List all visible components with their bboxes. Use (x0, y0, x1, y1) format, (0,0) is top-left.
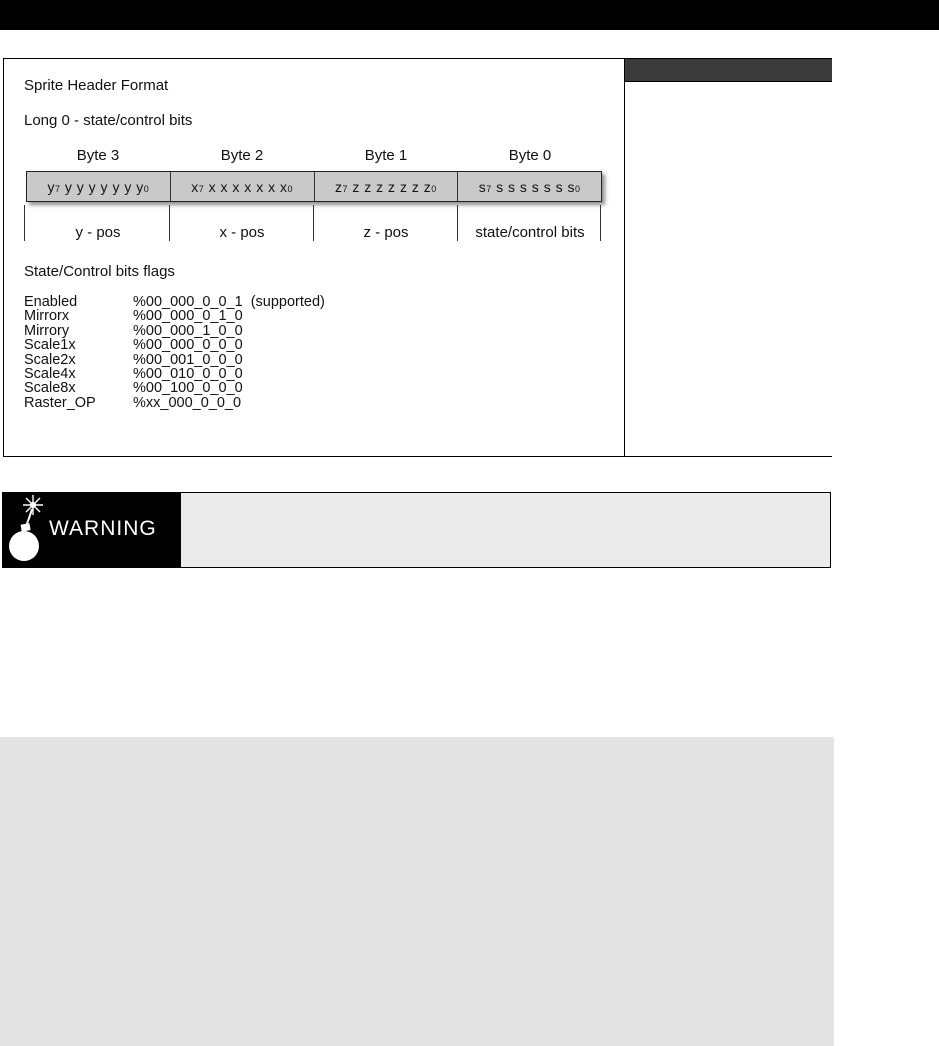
margin-note-panel (624, 59, 832, 456)
sprite-header-figure (3, 58, 832, 457)
flags-list (24, 295, 325, 410)
field-y-pos: y - pos (75, 224, 121, 241)
warning-label: WARNING (49, 517, 157, 540)
byte-0-header: Byte 0 (508, 147, 552, 164)
flag-row: Scale2x %00_001_0_0_0 (24, 351, 243, 368)
flag-row: Enabled %00_000_0_0_1 (supported) (24, 294, 325, 310)
byte-3-bits: y $_7$ y y y y y y y $_0$ (27, 172, 171, 201)
divider-line (24, 205, 25, 241)
byte-1-bits: z $_7$ z z z z z z z $_0$ (315, 172, 459, 201)
byte-1-header: Byte 1 (364, 147, 408, 164)
byte-0-bits: s $_7$ s s s s s s s $_0$ (478, 178, 581, 195)
flag-row: Scale8x %00_100_0_0_0 (24, 380, 243, 397)
warning-badge (3, 493, 181, 567)
bomb-icon (5, 493, 51, 567)
field-z-pos: z - pos (363, 224, 409, 241)
top-bar (0, 0, 939, 30)
field-labels-row (24, 205, 602, 241)
field-x-pos: x - pos (219, 224, 265, 241)
flag-row: Scale1x %00_000_0_0_0 (24, 337, 243, 354)
margin-note-header (625, 59, 832, 82)
figure-subtitle: Long 0 - state/control bits (24, 112, 193, 129)
byte-3-header: Byte 3 (76, 147, 120, 164)
flag-row: Mirrory %00_000_1_0_0 (24, 322, 243, 339)
warning-callout (2, 492, 831, 568)
byte-2-header: Byte 2 (220, 147, 264, 164)
byte-2-bits: x $_7$ x x x x x x x $_0$ (171, 172, 315, 201)
flags-heading: State/Control bits flags (24, 263, 175, 280)
flag-row: Raster_OP %xx_000_0_0_0 (24, 394, 242, 411)
shaded-content-block (0, 737, 834, 1046)
flag-row: Scale4x %00_010_0_0_0 (24, 366, 243, 383)
bit-layout-row (26, 171, 602, 202)
figure-title: Sprite Header Format (24, 77, 169, 94)
field-state-control: state/control bits (475, 224, 585, 241)
flag-row: Mirrorx %00_000_0_1_0 (24, 308, 243, 325)
